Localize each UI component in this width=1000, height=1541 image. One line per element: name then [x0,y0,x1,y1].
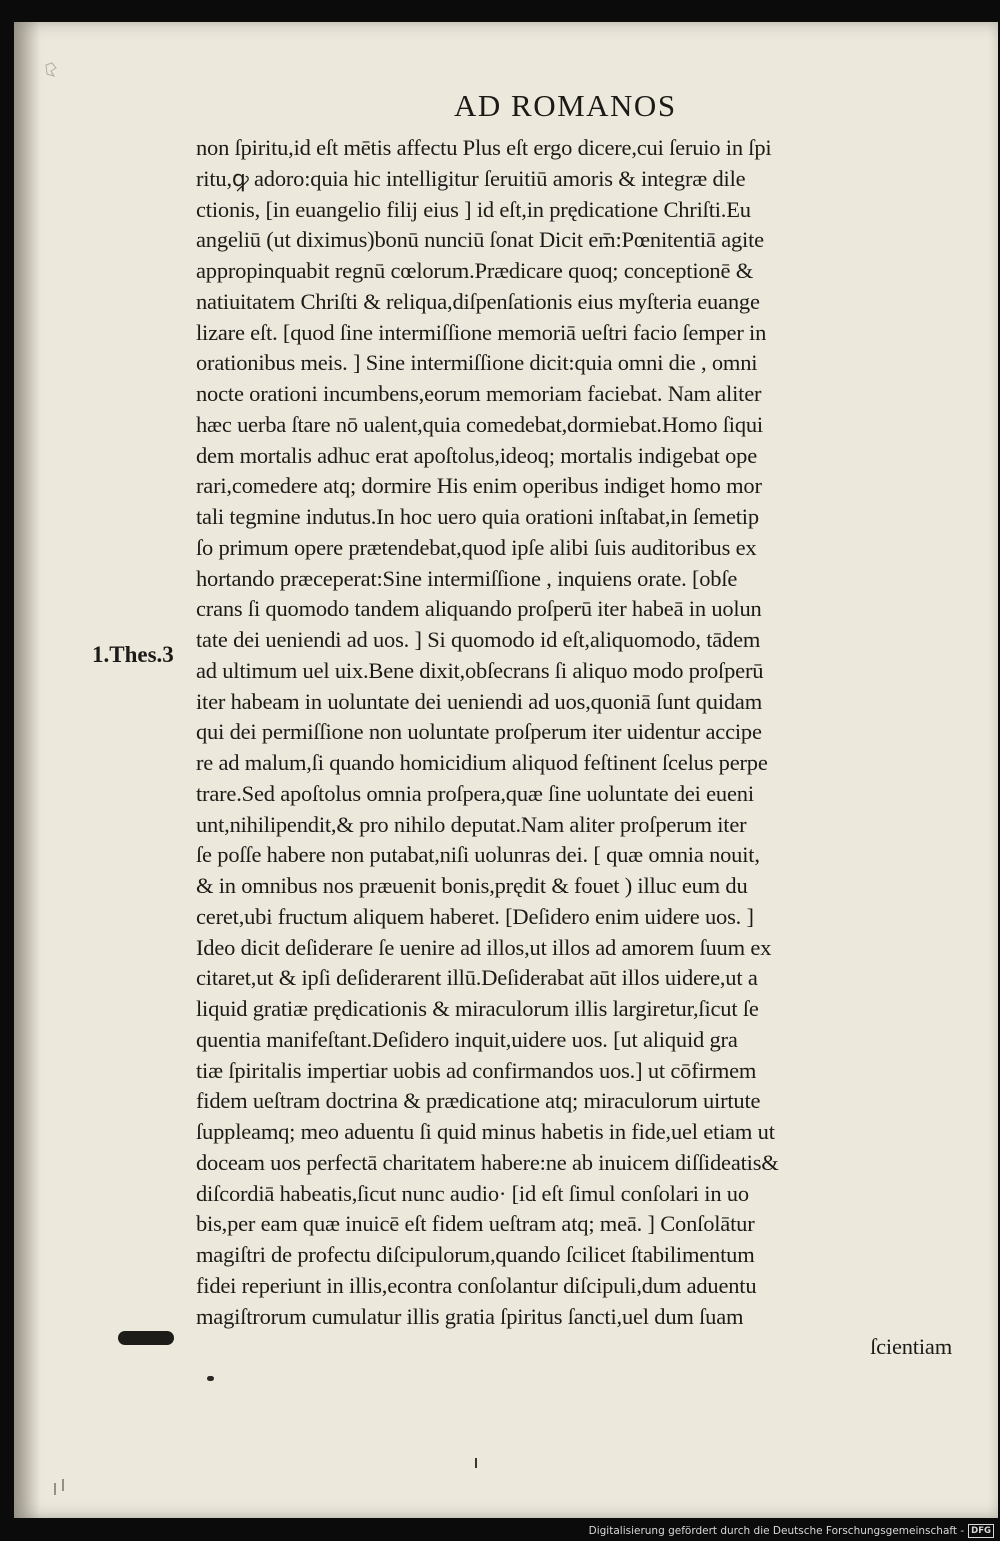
text-line: bis,per eam quæ inuicē eſt fidem ueſtram atq; meā. ] Conſolātur [196,1211,755,1237]
digitization-footer [589,1524,994,1538]
text-line: ſe poſſe habere non putabat,niſi uolunras dei. [ quæ omnia nouit, [196,842,760,868]
text-line: natiuitatem Chriſti & reliqua,diſpenſationis eius myſteria euange [196,288,760,314]
text-line: qui dei permiſſione non uoluntate proſperum iter uidentur accipe [196,719,762,745]
text-line: magiſtrorum cumulatur illis gratia ſpiritus ſancti,uel dum ſuam [196,1303,744,1329]
text-line: ſuppleamq; meo aduentu ſi quid minus habetis in fide,uel etiam ut [196,1119,775,1144]
text-line: hæc uerba ſtare nō ualent,quia comedebat,dormiebat.Homo ſiqui [196,411,763,437]
text-line: hortando præceperat:Sine intermiſſione , inquiens orate. [obſe [196,565,738,591]
text-line: non ſpiritu,id eſt mētis affectu Plus eſt ergo dicere,cui ſeruio in ſpi [196,135,772,160]
text-line: & in omnibus nos præuenit bonis,prędit & fouet ) illuc eum du [196,873,748,898]
text-line: magiſtri de profectu diſcipulorum,quando ſcilicet ſtabilimentum [196,1242,755,1267]
text-line: diſcordiā habeatis,ſicut nunc audio· [id eſt ſimul conſolari in uo [196,1180,749,1206]
text-line: iter habeam in uoluntate dei ueniendi ad uos,quoniā ſunt quidam [196,688,763,714]
text-line: fidei reperiunt in illis,econtra conſolantur diſcipuli,dum aduentu [196,1272,757,1298]
text-line: unt,nihilipendit,& pro nihilo deputat.Nam aliter proſperum iter [196,811,747,837]
main-text-block [196,133,956,1363]
text-line: ritu,ꝙ adoro:quia hic intelligitur ſeruitiū amoris & integræ dile [196,165,746,191]
text-line: fidem ueſtram doctrina & prædicatione atq; miraculorum uirtute [196,1088,761,1114]
text-line: tiæ ſpiritalis impertiar uobis ad confirmandos uos.] ut cōfirmem [196,1057,757,1083]
text-line: citaret,ut & ipſi deſiderarent illū.Deſiderabat aūt illos uidere,ut a [196,965,758,991]
ink-dot [207,1376,214,1381]
text-line: nocte orationi incumbens,eorum memoriam faciebat. Nam aliter [196,381,762,406]
text-line: ad ultimum uel uix.Bene dixit,obſecrans ſi aliquo modo proſperū [196,657,764,683]
text-line: rari,comedere atq; dormire His enim operibus indiget homo mor [196,473,762,499]
text-line: tate dei ueniendi ad uos. ] Si quomodo id eſt,aliquomodo, tādem [196,627,761,652]
text-line: tali tegmine indutus.In hoc uero quia orationi inſtabat,in ſemetip [196,504,759,529]
text-line: angeliū (ut diximus)bonū nunciū ſonat Dicit em̄:Pœnitentiā agite [196,227,764,253]
catchword: ſcientiam [870,1334,952,1360]
corner-stain-icon [44,62,58,78]
margin-note: 1.Thes.3 [92,642,174,667]
ink-tick [475,1458,477,1468]
footer-credit: Digitalisierung gefördert durch die Deutsche Forschungsgemeinschaft - [588,1525,965,1537]
text-line: crans ſi quomodo tandem aliquando proſperū iter habeā in uolun [196,596,762,622]
book-page [14,22,998,1518]
text-line: ctionis, [in euangelio filij eius ] id eſt,in prędicatione Chriſti.Eu [196,196,751,222]
text-line: dem mortalis adhuc erat apoſtolus,ideoq; mortalis indigebat ope [196,442,758,468]
text-line: trare.Sed apoſtolus omnia proſpera,quæ ſine uoluntate dei eueni [196,780,754,806]
text-line: orationibus meis. ] Sine intermiſſione dicit:quia omni die , omni [196,350,758,376]
text-line: appropinquabit regnū cœlorum.Prædicare quoq; conceptionē & [196,258,753,283]
text-line: doceam uos perfectā charitatem habere:ne ab inuicem diſſideatis& [196,1149,779,1175]
text-line: liquid gratiæ prędicationis & miraculorum illis largiretur,ſicut ſe [196,996,759,1021]
running-head: AD ROMANOS [454,88,677,123]
text-line: ceret,ubi fructum aliquem haberet. [Deſidero enim uidere uos. ] [196,903,754,929]
dfg-logo-icon: DFG [968,1524,994,1538]
text-line: re ad malum,ſi quando homicidium aliquod feſtinent ſcelus perpe [196,750,768,775]
ink-blot [118,1331,174,1345]
text-line: quentia manifeſtant.Deſidero inquit,uidere uos. [ut aliquid gra [196,1026,738,1052]
page-smudge [50,1477,80,1507]
text-line: ſo primum opere prætendebat,quod ipſe alibi ſuis auditoribus ex [196,534,757,560]
text-line: Ideo dicit deſiderare ſe uenire ad illos,ut illos ad amorem ſuum ex [196,934,772,960]
gutter-shadow [14,22,40,1518]
text-line: lizare eſt. [quod ſine intermiſſione memoriā ueſtri facio ſemper in [196,319,767,345]
